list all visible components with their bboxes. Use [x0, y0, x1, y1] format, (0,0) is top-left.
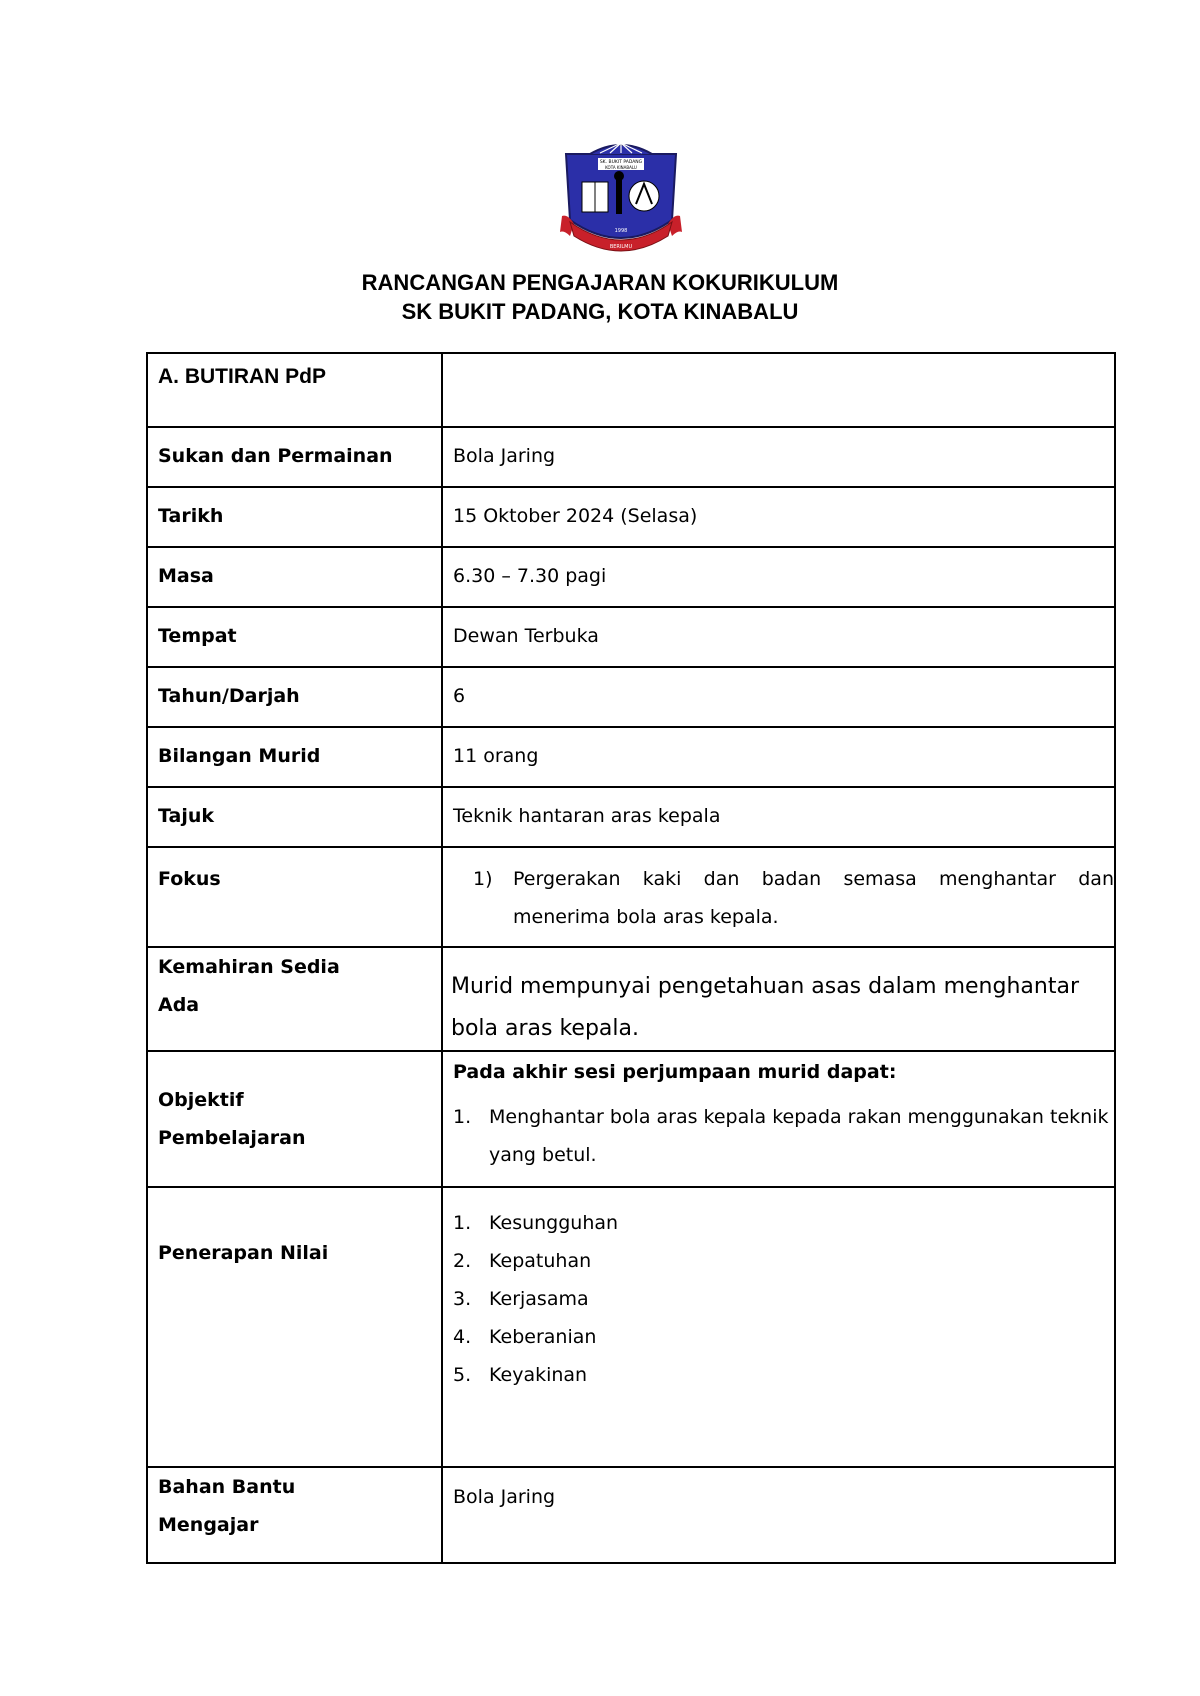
list-item	[453, 1280, 1114, 1318]
school-crest-logo	[560, 140, 682, 262]
logo-motto: BERILMU	[609, 244, 633, 250]
fokus-label: Fokus	[147, 847, 442, 947]
nilai-text: Keyakinan	[489, 1364, 588, 1386]
objektif-heading: Pada akhir sesi perjumpaan murid dapat:	[453, 1061, 897, 1083]
nilai-cell	[442, 1187, 1115, 1467]
fokus-number: 1)	[473, 868, 493, 890]
row-label: Sukan dan Permainan	[147, 427, 442, 487]
table-row	[147, 547, 1115, 607]
logo-school-city: KOTA KINABALU	[605, 165, 637, 170]
logo-year: 1998	[614, 228, 628, 234]
nilai-text: Kesungguhan	[489, 1212, 619, 1234]
objektif-label-line2: Pembelajaran	[158, 1127, 306, 1149]
row-value: 6	[442, 667, 1115, 727]
objektif-text: Menghantar bola aras kepala kepada rakan menggunakan teknik yang betul.	[489, 1106, 1109, 1166]
list-item	[453, 1242, 1114, 1280]
bahan-label-line2: Mengajar	[158, 1514, 259, 1536]
nilai-number: 4.	[453, 1326, 472, 1348]
table-row	[147, 353, 1115, 427]
section-heading: A. BUTIRAN PdP	[147, 353, 442, 427]
table-row-kemahiran	[147, 947, 1115, 1051]
nilai-text: Keberanian	[489, 1326, 597, 1348]
row-label: Tarikh	[147, 487, 442, 547]
table-row-objektif	[147, 1051, 1115, 1187]
table-row-fokus	[147, 847, 1115, 947]
bahan-label-line1: Bahan Bantu	[158, 1476, 296, 1498]
fokus-text: Pergerakan kaki dan badan semasa menghantar dan menerima bola aras kepala.	[513, 868, 1114, 928]
table-row-bahan	[147, 1467, 1115, 1563]
list-item	[453, 1318, 1114, 1356]
school-name: SK BUKIT PADANG, KOTA KINABALU	[401, 299, 799, 324]
objektif-label-line1: Objektif	[158, 1089, 244, 1111]
bahan-value: Bola Jaring	[442, 1467, 1115, 1563]
nilai-text: Kepatuhan	[489, 1250, 592, 1272]
section-heading-empty-cell	[442, 353, 1115, 427]
fokus-cell	[442, 847, 1115, 947]
row-value: 11 orang	[442, 727, 1115, 787]
objektif-label	[147, 1051, 442, 1187]
nilai-number: 1.	[453, 1212, 472, 1234]
logo-school-name: SK. BUKIT PADANG	[599, 160, 643, 165]
table-row	[147, 487, 1115, 547]
kemahiran-label	[147, 947, 442, 1051]
list-item	[453, 1356, 1114, 1394]
table-row	[147, 787, 1115, 847]
fokus-list-item	[443, 848, 1114, 936]
bahan-label	[147, 1467, 442, 1563]
nilai-label: Penerapan Nilai	[147, 1187, 442, 1467]
table-row	[147, 607, 1115, 667]
kemahiran-label-line1: Kemahiran Sedia	[158, 956, 340, 978]
objektif-list	[443, 1086, 1114, 1174]
nilai-list	[443, 1188, 1114, 1394]
kemahiran-text: Murid mempunyai pengetahuan asas dalam menghantar bola aras kepala.	[451, 974, 1079, 1041]
row-value: Bola Jaring	[442, 427, 1115, 487]
row-value: Teknik hantaran aras kepala	[442, 787, 1115, 847]
list-item	[453, 1098, 1114, 1174]
row-value: 6.30 – 7.30 pagi	[442, 547, 1115, 607]
table-row	[147, 667, 1115, 727]
nilai-number: 2.	[453, 1250, 472, 1272]
row-label: Tempat	[147, 607, 442, 667]
document-title: RANCANGAN PENGAJARAN KOKURIKULUM	[361, 270, 839, 295]
nilai-number: 3.	[453, 1288, 472, 1310]
row-label: Masa	[147, 547, 442, 607]
row-label: Bilangan Murid	[147, 727, 442, 787]
table-row	[147, 727, 1115, 787]
lesson-plan-table	[146, 352, 1116, 1564]
row-value: 15 Oktober 2024 (Selasa)	[442, 487, 1115, 547]
kemahiran-label-line2: Ada	[158, 994, 200, 1016]
nilai-number: 5.	[453, 1364, 472, 1386]
row-label: Tahun/Darjah	[147, 667, 442, 727]
nilai-text: Kerjasama	[489, 1288, 589, 1310]
row-value: Dewan Terbuka	[442, 607, 1115, 667]
list-item	[453, 1204, 1114, 1242]
table-row	[147, 427, 1115, 487]
objektif-cell	[442, 1051, 1115, 1187]
objektif-number: 1.	[453, 1106, 472, 1128]
kemahiran-cell	[442, 947, 1115, 1051]
row-label: Tajuk	[147, 787, 442, 847]
table-row-nilai	[147, 1187, 1115, 1467]
